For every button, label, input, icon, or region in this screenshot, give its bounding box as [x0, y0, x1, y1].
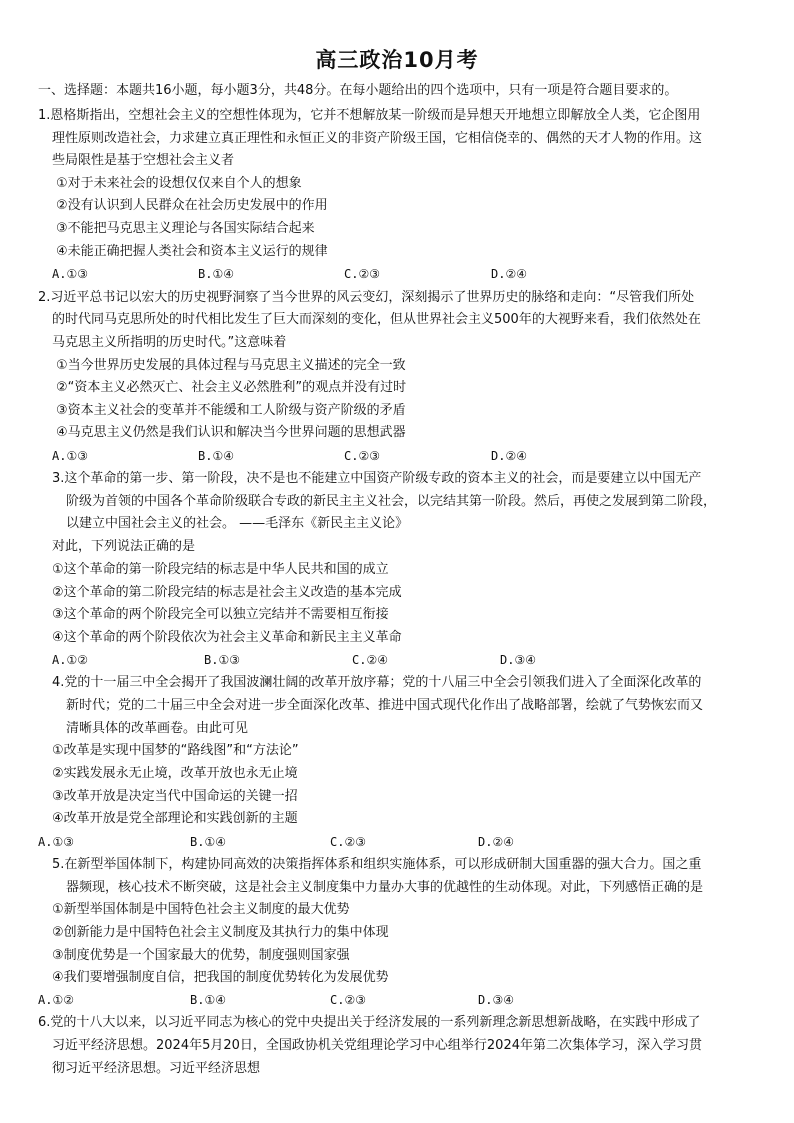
question-2-item: ③资本主义社会的变革并不能缓和工人阶级与资产阶级的矛盾 [56, 403, 406, 418]
option-a[interactable]: A.①② [38, 993, 74, 1007]
option-a[interactable]: A.①③ [38, 835, 74, 849]
option-b[interactable]: B.①④ [198, 267, 234, 281]
question-2-item: ①当今世界历史发展的具体过程与马克思主义描述的完全一致 [56, 358, 406, 373]
question-3-stem-line: 阶级为首领的中国各个革命阶级联合专政的新民主主义社会，以完结其第一阶段。然后，再使之发展到第二阶段， [66, 494, 717, 509]
question-3-item: ②这个革命的第二阶段完结的标志是社会主义改造的基本完成 [52, 585, 402, 600]
question-5-stem-line: 器频现，核心技术不断突破，这是社会主义制度集中力量办大事的优越性的生动体现。对此，下列感悟正确的是 [66, 880, 704, 895]
question-2-stem-line: 2.习近平总书记以宏大的历史视野洞察了当今世界的风云变幻，深刻揭示了世界历史的脉络和走向：“尽管我们所处 [38, 290, 695, 305]
option-c[interactable]: C.②③ [344, 449, 380, 463]
question-5-item: ④我们要增强制度自信，把我国的制度优势转化为发展优势 [52, 970, 389, 985]
option-d[interactable]: D.②④ [491, 267, 527, 281]
question-5-stem-line: 5.在新型举国体制下，构建协同高效的决策指挥体系和组织实施体系，可以形成研制大国重器的强大合力。国之重 [52, 857, 702, 872]
question-5-item: ③制度优势是一个国家最大的优势，制度强则国家强 [52, 948, 350, 963]
page-title: 高三政治10月考 [315, 48, 479, 72]
option-a[interactable]: A.①③ [52, 267, 88, 281]
question-2-item: ④马克思主义仍然是我们认识和解决当今世界问题的思想武器 [56, 425, 406, 440]
question-2-item: ②“资本主义必然灭亡、社会主义必然胜利”的观点并没有过时 [56, 380, 407, 395]
question-3-item: ①这个革命的第一阶段完结的标志是中华人民共和国的成立 [52, 562, 389, 577]
option-d[interactable]: D.②④ [491, 449, 527, 463]
option-c[interactable]: C.②③ [330, 835, 366, 849]
question-4-item: ②实践发展永无止境，改革开放也永无止境 [52, 766, 298, 781]
question-3-stem-line: 对此，下列说法正确的是 [52, 539, 196, 554]
question-6-stem-line: 6.党的十八大以来，以习近平同志为核心的党中央提出关于经济发展的一系列新理念新思想新战略，在实践中形成了 [38, 1015, 701, 1030]
question-1-item: ②没有认识到人民群众在社会历史发展中的作用 [56, 198, 328, 213]
question-3-stem-line: 3.这个革命的第一步、第一阶段，决不是也不能建立中国资产阶级专政的资本主义的社会，而是要建立以中国无产 [52, 471, 702, 486]
option-b[interactable]: B.①④ [190, 993, 226, 1007]
option-d[interactable]: D.③④ [500, 653, 536, 667]
question-5-item: ②创新能力是中国特色社会主义制度及其执行力的集中体现 [52, 925, 389, 940]
option-b[interactable]: B.①④ [198, 449, 234, 463]
question-1-item: ①对于未来社会的设想仅仅来自个人的想象 [56, 176, 302, 191]
option-a[interactable]: A.①③ [52, 449, 88, 463]
question-1-item: ③不能把马克思主义理论与各国实际结合起来 [56, 221, 315, 236]
option-c[interactable]: C.②③ [330, 993, 366, 1007]
option-d[interactable]: D.③④ [478, 993, 514, 1007]
option-a[interactable]: A.①② [52, 653, 88, 667]
option-c[interactable]: C.②③ [344, 267, 380, 281]
option-b[interactable]: B.①④ [190, 835, 226, 849]
section-header: 一、选择题：本题共16小题，每小题3分，共48分。在每小题给出的四个选项中，只有一项是符合题目要求的。 [38, 83, 678, 98]
question-6-stem-line: 习近平经济思想。2024年5月20日，全国政协机关党组理论学习中心组举行2024年第二次集体学习，深入学习贯 [52, 1038, 702, 1053]
question-1-stem-line: 些局限性是基于空想社会主义者 [52, 153, 235, 168]
question-4-item: ①改革是实现中国梦的“路线图”和“方法论” [52, 743, 299, 758]
question-5-item: ①新型举国体制是中国特色社会主义制度的最大优势 [52, 902, 350, 917]
option-d[interactable]: D.②④ [478, 835, 514, 849]
question-1-stem-line: 1.恩格斯指出，空想社会主义的空想性体现为，它并不想解放某一阶级而是异想天开地想立即解放全人类，它企图用 [38, 108, 701, 123]
question-4-stem-line: 4.党的十一届三中全会揭开了我国波澜壮阔的改革开放序幕；党的十八届三中全会引领我们进入了全面深化改革的 [52, 675, 702, 690]
option-c[interactable]: C.②④ [352, 653, 388, 667]
question-6-stem-line: 彻习近平经济思想。习近平经济思想 [52, 1061, 261, 1076]
question-2-stem-line: 马克思主义所指明的历史时代。”这意味着 [52, 335, 287, 350]
question-3-item: ③这个革命的两个阶段完全可以独立完结并不需要相互衔接 [52, 607, 389, 622]
question-2-stem-line: 的时代同马克思所处的时代相比发生了巨大而深刻的变化，但从世界社会主义500年的大视野来看，我们依然处在 [52, 312, 701, 327]
question-4-stem-line: 新时代；党的二十届三中全会对进一步全面深化改革、推进中国式现代化作出了战略部署，绘就了气势恢宏而又 [66, 698, 704, 713]
question-4-stem-line: 清晰具体的改革画卷。由此可见 [66, 721, 249, 736]
question-4-item: ④改革开放是党全部理论和实践创新的主题 [52, 811, 298, 826]
question-3-stem-line: 以建立中国社会主义的社会。 ——毛泽东《新民主主义论》 [66, 516, 409, 531]
question-1-stem-line: 理性原则改造社会，力求建立真正理性和永恒正义的非资产阶级王国，它相信侥幸的、偶然的天才人物的作用。这 [52, 131, 703, 146]
question-3-item: ④这个革命的两个阶段依次为社会主义革命和新民主主义革命 [52, 630, 402, 645]
option-b[interactable]: B.①③ [204, 653, 240, 667]
question-1-item: ④未能正确把握人类社会和资本主义运行的规律 [56, 244, 328, 259]
question-4-item: ③改革开放是决定当代中国命运的关键一招 [52, 789, 298, 804]
